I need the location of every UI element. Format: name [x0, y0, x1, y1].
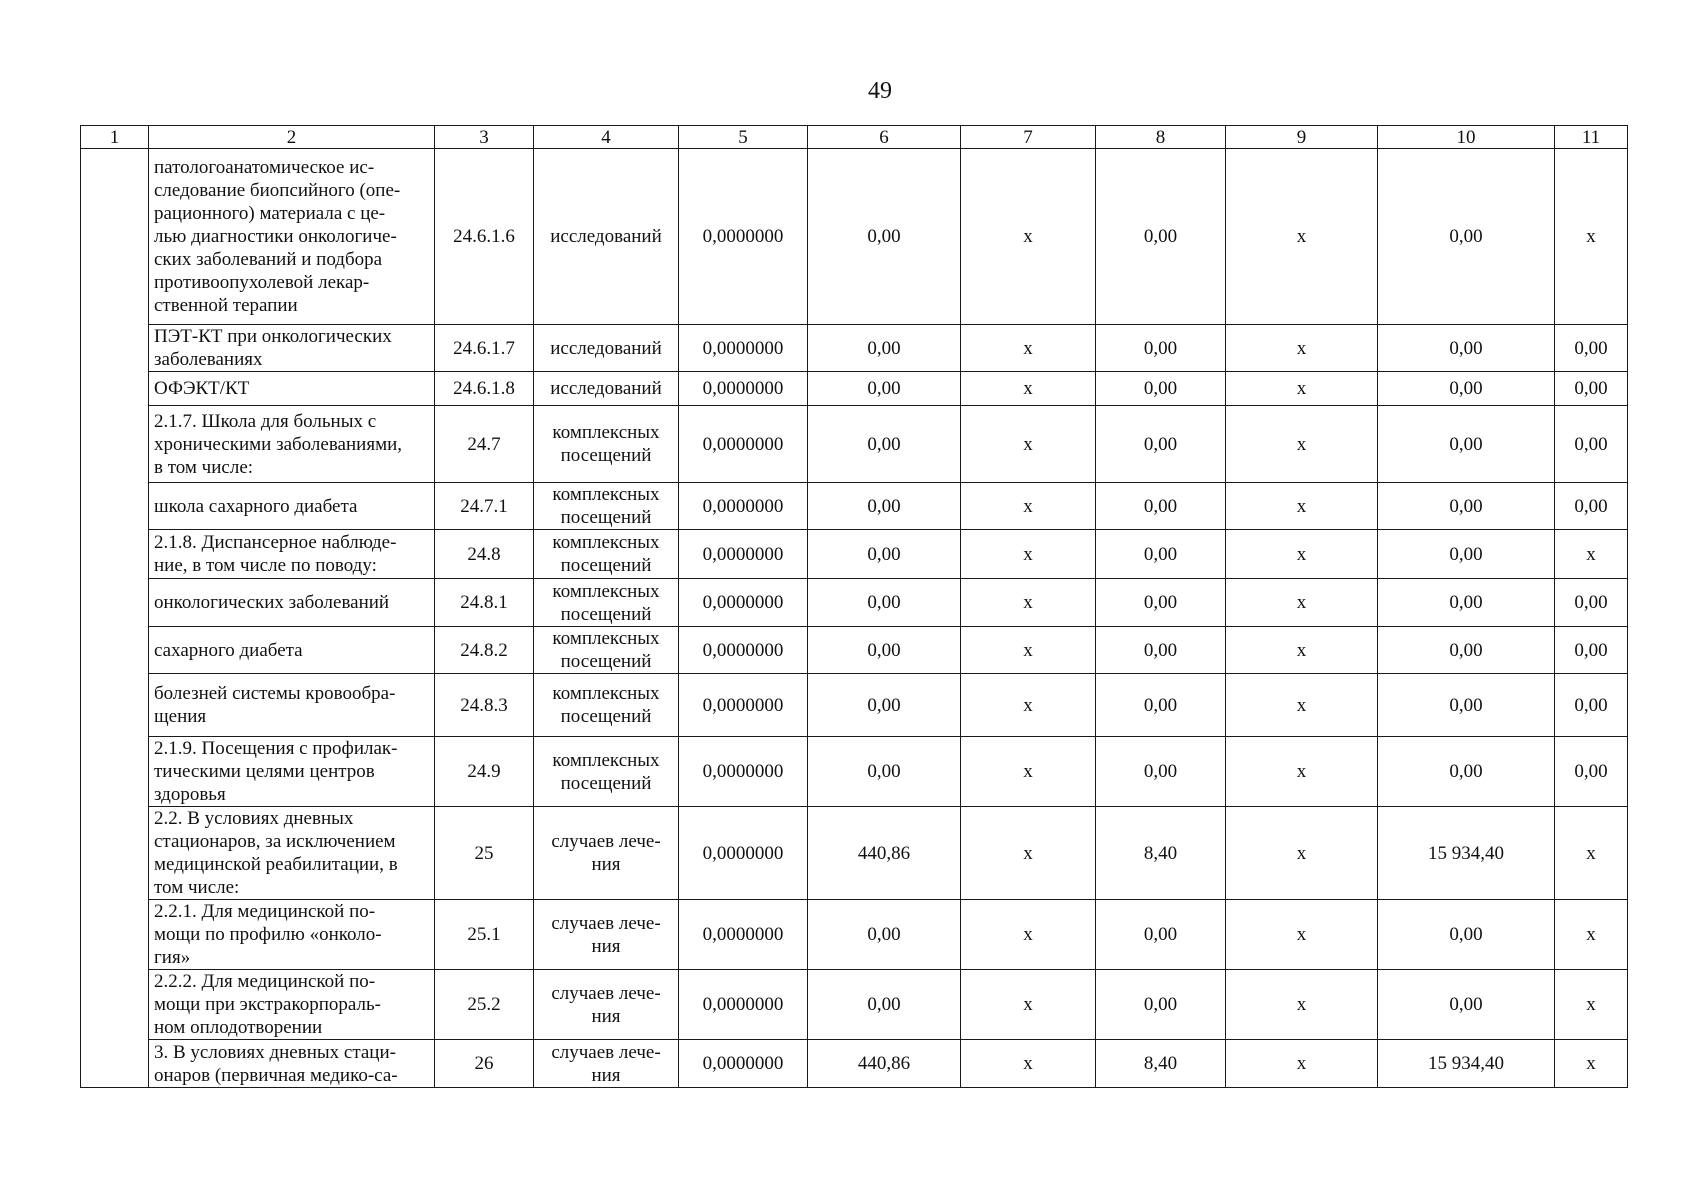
row-value-cell: х [1226, 530, 1378, 579]
row-value-cell: 0,00 [808, 483, 961, 530]
row-value-cell: х [961, 325, 1096, 372]
header-row [81, 126, 1628, 149]
row-value-cell: 0,00 [1378, 900, 1555, 970]
row-value-cell: х [961, 372, 1096, 406]
row-value-cell: 440,86 [808, 807, 961, 900]
row-value-cell: 0,0000000 [679, 579, 808, 627]
empty-first-column-cell [81, 149, 149, 1088]
row-value-cell: 0,0000000 [679, 627, 808, 674]
table-row [81, 674, 1628, 737]
row-value-cell: х [961, 483, 1096, 530]
row-code-cell: 24.8.3 [435, 674, 534, 737]
row-name-cell: ПЭТ-КТ при онкологических заболеваниях [149, 325, 435, 372]
row-value-cell: 0,00 [1096, 900, 1226, 970]
row-value-cell: 0,00 [808, 900, 961, 970]
row-value-cell: 0,00 [1555, 627, 1628, 674]
row-value-cell: 0,00 [1096, 372, 1226, 406]
header-cell: 10 [1378, 126, 1555, 149]
row-value-cell: 0,00 [1378, 149, 1555, 325]
row-value-cell: 0,00 [1378, 674, 1555, 737]
row-value-cell: 0,00 [1555, 483, 1628, 530]
row-code-cell: 24.7.1 [435, 483, 534, 530]
row-value-cell: 0,00 [1096, 579, 1226, 627]
row-value-cell: х [961, 149, 1096, 325]
row-value-cell: 8,40 [1096, 807, 1226, 900]
row-unit-cell: случаев лече- ния [534, 807, 679, 900]
row-code-cell: 24.7 [435, 406, 534, 483]
row-value-cell: 0,0000000 [679, 1040, 808, 1088]
row-value-cell: 0,0000000 [679, 674, 808, 737]
table-row [81, 483, 1628, 530]
row-unit-cell: комплексных посещений [534, 674, 679, 737]
header-cell: 11 [1555, 126, 1628, 149]
table-row [81, 737, 1628, 807]
row-value-cell: 0,00 [1096, 737, 1226, 807]
row-unit-cell: исследований [534, 372, 679, 406]
row-value-cell: х [1226, 900, 1378, 970]
table-row [81, 406, 1628, 483]
row-value-cell: 0,0000000 [679, 970, 808, 1040]
row-value-cell: 0,0000000 [679, 807, 808, 900]
row-unit-cell: случаев лече- ния [534, 1040, 679, 1088]
row-value-cell: 0,00 [808, 737, 961, 807]
row-value-cell: х [1555, 970, 1628, 1040]
row-value-cell: 0,00 [1555, 579, 1628, 627]
row-value-cell: 0,00 [1555, 737, 1628, 807]
row-value-cell: 0,00 [1096, 627, 1226, 674]
row-code-cell: 24.8 [435, 530, 534, 579]
row-value-cell: х [1226, 483, 1378, 530]
table-row [81, 325, 1628, 372]
row-value-cell: х [961, 579, 1096, 627]
row-value-cell: 8,40 [1096, 1040, 1226, 1088]
header-cell: 6 [808, 126, 961, 149]
table-row [81, 807, 1628, 900]
row-value-cell: 0,00 [808, 627, 961, 674]
row-code-cell: 24.8.2 [435, 627, 534, 674]
row-value-cell: 0,00 [1096, 970, 1226, 1040]
row-value-cell: 0,0000000 [679, 737, 808, 807]
row-value-cell: 0,00 [1555, 325, 1628, 372]
row-value-cell: 0,0000000 [679, 149, 808, 325]
row-unit-cell: случаев лече- ния [534, 970, 679, 1040]
table-body [81, 149, 1628, 1088]
table-row [81, 530, 1628, 579]
row-value-cell: 0,00 [1555, 372, 1628, 406]
row-name-cell: школа сахарного диабета [149, 483, 435, 530]
table-row [81, 900, 1628, 970]
table-row [81, 372, 1628, 406]
row-name-cell: болезней системы кровообра- щения [149, 674, 435, 737]
row-code-cell: 24.6.1.8 [435, 372, 534, 406]
row-code-cell: 25.1 [435, 900, 534, 970]
row-name-cell: онкологических заболеваний [149, 579, 435, 627]
row-name-cell: 2.2.2. Для медицинской по- мощи при экстракорпораль- ном оплодотворении [149, 970, 435, 1040]
data-table [80, 125, 1628, 1088]
row-value-cell: х [1226, 807, 1378, 900]
row-code-cell: 24.8.1 [435, 579, 534, 627]
row-unit-cell: комплексных посещений [534, 530, 679, 579]
row-value-cell: х [1555, 149, 1628, 325]
row-value-cell: х [961, 900, 1096, 970]
header-cell: 9 [1226, 126, 1378, 149]
row-value-cell: х [1226, 737, 1378, 807]
header-cell: 7 [961, 126, 1096, 149]
row-value-cell: х [961, 807, 1096, 900]
row-value-cell: х [1555, 530, 1628, 579]
header-cell: 1 [81, 126, 149, 149]
row-code-cell: 26 [435, 1040, 534, 1088]
row-value-cell: 0,00 [808, 149, 961, 325]
row-code-cell: 24.9 [435, 737, 534, 807]
row-value-cell: 0,00 [1378, 627, 1555, 674]
row-value-cell: 0,00 [1096, 530, 1226, 579]
row-name-cell: 2.2.1. Для медицинской по- мощи по профилю «онколо- гия» [149, 900, 435, 970]
row-value-cell: 0,00 [1378, 372, 1555, 406]
row-unit-cell: комплексных посещений [534, 406, 679, 483]
table-row [81, 627, 1628, 674]
row-value-cell: х [961, 737, 1096, 807]
header-cell: 4 [534, 126, 679, 149]
row-value-cell: 0,0000000 [679, 372, 808, 406]
row-name-cell: сахарного диабета [149, 627, 435, 674]
row-value-cell: х [961, 674, 1096, 737]
header-cell: 5 [679, 126, 808, 149]
row-value-cell: х [961, 530, 1096, 579]
header-cell: 8 [1096, 126, 1226, 149]
row-value-cell: 0,00 [1378, 970, 1555, 1040]
row-value-cell: 0,00 [1378, 483, 1555, 530]
row-unit-cell: исследований [534, 325, 679, 372]
row-value-cell: 0,00 [1378, 579, 1555, 627]
row-value-cell: 15 934,40 [1378, 807, 1555, 900]
row-name-cell: патологоанатомическое ис- следование биопсийного (опе- рационного) материала с це- лью диагностики онкологиче- ских заболеваний и подбора противоопухолевой лекар- ственной терапии [149, 149, 435, 325]
row-value-cell: 0,00 [808, 579, 961, 627]
row-value-cell: х [1226, 579, 1378, 627]
row-name-cell: 2.2. В условиях дневных стационаров, за исключением медицинской реабилитации, в том числе: [149, 807, 435, 900]
row-unit-cell: комплексных посещений [534, 737, 679, 807]
row-value-cell: х [961, 627, 1096, 674]
row-unit-cell: комплексных посещений [534, 627, 679, 674]
row-value-cell: х [1226, 149, 1378, 325]
row-name-cell: 2.1.7. Школа для больных с хроническими заболеваниями, в том числе: [149, 406, 435, 483]
row-name-cell: ОФЭКТ/КТ [149, 372, 435, 406]
row-code-cell: 25.2 [435, 970, 534, 1040]
row-value-cell: х [961, 406, 1096, 483]
row-value-cell: 0,0000000 [679, 900, 808, 970]
row-value-cell: 0,00 [1378, 325, 1555, 372]
row-value-cell: 0,00 [1096, 406, 1226, 483]
page-number: 49 [868, 78, 892, 104]
row-value-cell: х [1555, 1040, 1628, 1088]
row-value-cell: 0,0000000 [679, 325, 808, 372]
row-value-cell: х [1226, 674, 1378, 737]
row-value-cell: 0,00 [1096, 325, 1226, 372]
table-row [81, 970, 1628, 1040]
row-value-cell: х [961, 1040, 1096, 1088]
row-value-cell: 0,00 [1096, 149, 1226, 325]
row-value-cell: х [1226, 325, 1378, 372]
row-value-cell: 0,00 [1378, 737, 1555, 807]
row-value-cell: 0,00 [808, 530, 961, 579]
row-value-cell: 0,00 [808, 970, 961, 1040]
row-value-cell: 440,86 [808, 1040, 961, 1088]
row-value-cell: 0,0000000 [679, 530, 808, 579]
row-value-cell: 0,00 [1378, 530, 1555, 579]
row-value-cell: 0,00 [1096, 483, 1226, 530]
row-value-cell: х [1226, 627, 1378, 674]
row-value-cell: х [1555, 807, 1628, 900]
row-unit-cell: исследований [534, 149, 679, 325]
row-value-cell: 0,00 [1378, 406, 1555, 483]
row-name-cell: 2.1.8. Диспансерное наблюде- ние, в том числе по поводу: [149, 530, 435, 579]
row-name-cell: 2.1.9. Посещения с профилак- тическими целями центров здоровья [149, 737, 435, 807]
header-cell: 2 [149, 126, 435, 149]
row-value-cell: х [1226, 406, 1378, 483]
row-value-cell: 15 934,40 [1378, 1040, 1555, 1088]
row-value-cell: 0,0000000 [679, 483, 808, 530]
row-value-cell: 0,00 [1555, 406, 1628, 483]
row-value-cell: х [1555, 900, 1628, 970]
row-value-cell: х [1226, 372, 1378, 406]
row-value-cell: 0,00 [1096, 674, 1226, 737]
row-unit-cell: комплексных посещений [534, 483, 679, 530]
row-code-cell: 24.6.1.6 [435, 149, 534, 325]
row-name-cell: 3. В условиях дневных стаци- онаров (первичная медико-са- [149, 1040, 435, 1088]
row-code-cell: 24.6.1.7 [435, 325, 534, 372]
row-value-cell: х [1226, 970, 1378, 1040]
row-value-cell: 0,00 [1555, 674, 1628, 737]
row-value-cell: х [1226, 1040, 1378, 1088]
row-value-cell: х [961, 970, 1096, 1040]
row-value-cell: 0,0000000 [679, 406, 808, 483]
row-unit-cell: случаев лече- ния [534, 900, 679, 970]
table-row [81, 579, 1628, 627]
row-value-cell: 0,00 [808, 372, 961, 406]
header-cell: 3 [435, 126, 534, 149]
row-value-cell: 0,00 [808, 674, 961, 737]
table-row [81, 1040, 1628, 1088]
row-unit-cell: комплексных посещений [534, 579, 679, 627]
table-row [81, 149, 1628, 325]
row-code-cell: 25 [435, 807, 534, 900]
row-value-cell: 0,00 [808, 325, 961, 372]
row-value-cell: 0,00 [808, 406, 961, 483]
